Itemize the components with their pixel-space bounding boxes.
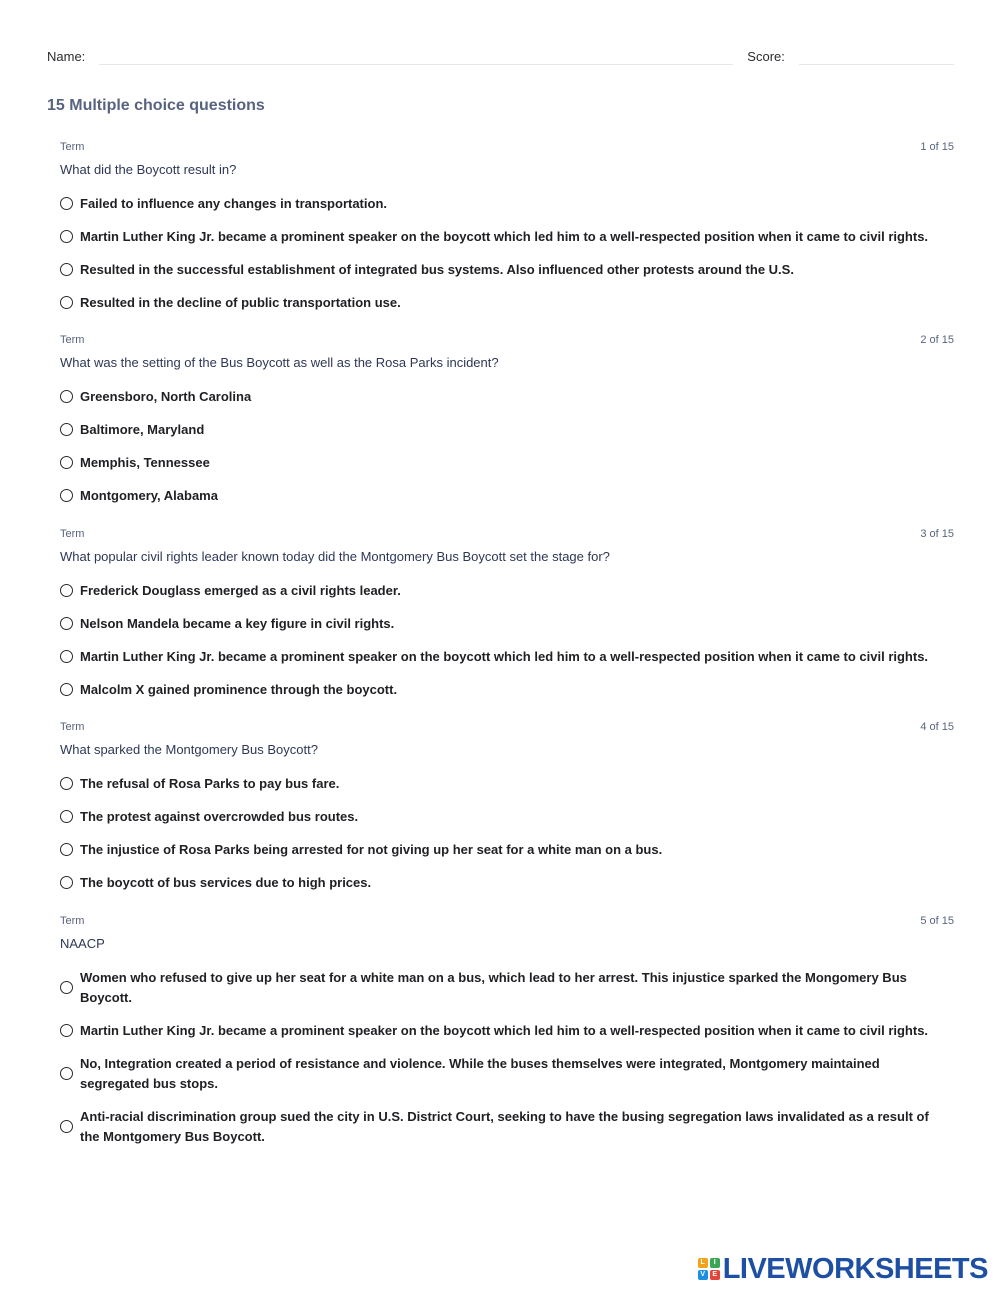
answer-option-text: Nelson Mandela became a key figure in civil rights. xyxy=(80,615,395,631)
question-prompt: What was the setting of the Bus Boycott as well as the Rosa Parks incident? xyxy=(60,355,499,370)
name-label: Name: xyxy=(47,49,86,64)
answer-option-text: Martin Luther King Jr. became a prominent speaker on the boycott which led him to a well-respected position when it came to civil rights. xyxy=(80,1022,929,1038)
answer-option-text: Martin Luther King Jr. became a prominent speaker on the boycott which led him to a well-respected position when it came to civil rights. xyxy=(80,648,929,664)
answer-option-text: Anti-racial discrimination group sued the city in U.S. District Court, seeking to have the busing segregation laws invalidated as a result of the Montgomery Bus Boycott. xyxy=(80,1108,929,1144)
answer-option-text: Greensboro, North Carolina xyxy=(80,388,252,404)
answer-option[interactable] xyxy=(60,640,954,673)
question-term-label: Term xyxy=(60,721,85,733)
logo-badge-letter: I xyxy=(710,1258,720,1268)
answer-option[interactable] xyxy=(60,446,954,479)
radio-icon[interactable] xyxy=(60,683,73,696)
answer-option[interactable] xyxy=(60,673,954,706)
radio-icon[interactable] xyxy=(60,489,73,502)
answer-option[interactable] xyxy=(60,607,954,640)
answer-option[interactable] xyxy=(60,833,954,866)
answer-option[interactable] xyxy=(60,961,954,1014)
answer-option[interactable] xyxy=(60,866,954,899)
answer-option-text: Frederick Douglass emerged as a civil rights leader. xyxy=(80,582,401,598)
radio-icon[interactable] xyxy=(60,876,73,889)
answer-option[interactable] xyxy=(60,800,954,833)
radio-icon[interactable] xyxy=(60,263,73,276)
header-row xyxy=(47,48,954,70)
radio-icon[interactable] xyxy=(60,1067,73,1080)
question-counter: 2 of 15 xyxy=(920,334,954,346)
answer-option-text: Memphis, Tennessee xyxy=(80,454,210,470)
radio-icon[interactable] xyxy=(60,777,73,790)
question-counter: 4 of 15 xyxy=(920,721,954,733)
logo-badge-letter: V xyxy=(698,1270,708,1280)
answer-option[interactable] xyxy=(60,479,954,512)
answer-option-text: No, Integration created a period of resistance and violence. While the buses themselves were integrated, Montgomery maintained segregated bus stops. xyxy=(80,1055,880,1091)
answer-option-text: Montgomery, Alabama xyxy=(80,487,218,503)
question-1 xyxy=(60,139,954,319)
question-3 xyxy=(60,526,954,706)
options-list xyxy=(60,961,954,1153)
section-title: 15 Multiple choice questions xyxy=(47,97,265,114)
answer-option[interactable] xyxy=(60,253,954,286)
question-prompt: What popular civil rights leader known today did the Montgomery Bus Boycott set the stage for? xyxy=(60,549,610,564)
answer-option-text: Failed to influence any changes in transportation. xyxy=(80,195,387,211)
radio-icon[interactable] xyxy=(60,584,73,597)
question-prompt: What sparked the Montgomery Bus Boycott? xyxy=(60,742,318,757)
radio-icon[interactable] xyxy=(60,230,73,243)
name-field[interactable] xyxy=(99,48,733,65)
score-label: Score: xyxy=(747,49,785,64)
options-list xyxy=(60,380,954,512)
question-2 xyxy=(60,332,954,512)
question-5 xyxy=(60,913,954,1153)
answer-option-text: Resulted in the decline of public transportation use. xyxy=(80,294,401,310)
radio-icon[interactable] xyxy=(60,390,73,403)
answer-option-text: The injustice of Rosa Parks being arrested for not giving up her seat for a white man on a bus. xyxy=(80,841,663,857)
answer-option-text: Martin Luther King Jr. became a prominent speaker on the boycott which led him to a well-respected position when it came to civil rights. xyxy=(80,228,929,244)
question-counter: 3 of 15 xyxy=(920,528,954,540)
answer-option-text: Malcolm X gained prominence through the boycott. xyxy=(80,681,398,697)
radio-icon[interactable] xyxy=(60,650,73,663)
answer-option[interactable] xyxy=(60,380,954,413)
logo-badge-icon xyxy=(698,1258,720,1280)
radio-icon[interactable] xyxy=(60,843,73,856)
answer-option[interactable] xyxy=(60,286,954,319)
answer-option-text: The boycott of bus services due to high prices. xyxy=(80,874,372,890)
answer-option-text: The protest against overcrowded bus routes. xyxy=(80,808,359,824)
question-prompt: What did the Boycott result in? xyxy=(60,162,237,177)
radio-icon[interactable] xyxy=(60,1024,73,1037)
liveworksheets-logo xyxy=(698,1254,988,1284)
options-list xyxy=(60,574,954,706)
score-field[interactable] xyxy=(799,48,954,65)
radio-icon[interactable] xyxy=(60,1120,73,1133)
radio-icon[interactable] xyxy=(60,423,73,436)
question-counter: 1 of 15 xyxy=(920,141,954,153)
answer-option-text: Resulted in the successful establishment of integrated bus systems. Also influenced other protests around the U.S. xyxy=(80,261,794,277)
answer-option-text: Women who refused to give up her seat for a white man on a bus, which lead to her arrest. This injustice sparked the Mongomery Bus Boycott. xyxy=(80,969,907,1005)
answer-option[interactable] xyxy=(60,1014,954,1047)
logo-badge-letter: L xyxy=(698,1258,708,1268)
question-term-label: Term xyxy=(60,334,85,346)
radio-icon[interactable] xyxy=(60,296,73,309)
answer-option-text: The refusal of Rosa Parks to pay bus fare. xyxy=(80,775,340,791)
question-prompt: NAACP xyxy=(60,936,105,951)
answer-option[interactable] xyxy=(60,574,954,607)
radio-icon[interactable] xyxy=(60,617,73,630)
question-counter: 5 of 15 xyxy=(920,915,954,927)
radio-icon[interactable] xyxy=(60,981,73,994)
question-term-label: Term xyxy=(60,915,85,927)
answer-option[interactable] xyxy=(60,1047,954,1100)
answer-option[interactable] xyxy=(60,1100,954,1153)
answer-option-text: Baltimore, Maryland xyxy=(80,421,205,437)
question-term-label: Term xyxy=(60,528,85,540)
radio-icon[interactable] xyxy=(60,456,73,469)
question-4 xyxy=(60,719,954,899)
logo-badge-letter: E xyxy=(710,1270,720,1280)
answer-option[interactable] xyxy=(60,187,954,220)
answer-option[interactable] xyxy=(60,767,954,800)
options-list xyxy=(60,767,954,899)
radio-icon[interactable] xyxy=(60,197,73,210)
answer-option[interactable] xyxy=(60,220,954,253)
radio-icon[interactable] xyxy=(60,810,73,823)
logo-text: LIVEWORKSHEETS xyxy=(722,1252,988,1285)
options-list xyxy=(60,187,954,319)
answer-option[interactable] xyxy=(60,413,954,446)
question-term-label: Term xyxy=(60,141,85,153)
